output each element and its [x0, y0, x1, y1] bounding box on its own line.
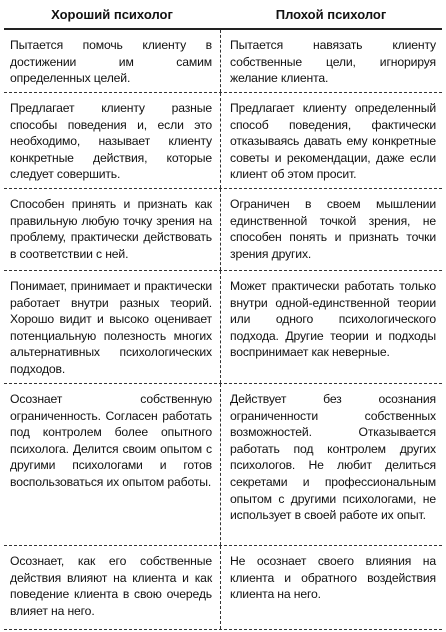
- table-row: [4, 189, 442, 271]
- good-cell: Осознает, как его собственные действия влияют на клиента и как поведение клиента в свою очередь влияет на него.: [10, 554, 212, 618]
- good-cell: Способен принять и признать как правильную любую точку зрения на проблему, практически действовать в соответствии с ней.: [10, 197, 212, 261]
- bad-cell: Не осознает своего влияния на клиента и обратного воздействия клиента на него.: [220, 546, 442, 629]
- table-row: [4, 271, 442, 384]
- bad-cell: Предлагает клиенту определенный способ поведения, фактически отказываясь давать ему конкретные советы и рекомендации, даже если клиент об этом просит.: [220, 93, 442, 188]
- table-row: [4, 30, 442, 93]
- table-row: [4, 93, 442, 189]
- good-psychologist-header: Хороший психолог: [51, 7, 173, 22]
- bad-cell: Может практически работать только внутри одной-единственной теории или одного психологического подхода. Другие теории и подходы воспринимает как неверные.: [220, 271, 442, 383]
- good-cell: Понимает, принимает и практически работает внутри разных теорий. Хорошо видит и высоко оценивает потенциальную полезность многих альтернативных психологических подходов.: [10, 279, 212, 376]
- bad-psychologist-header: Плохой психолог: [275, 7, 387, 22]
- bad-cell: Действует без осознания ограниченности собственных возможностей. Отказывается работать под контролем других психологов. Не любит делиться секретами и профессиональным опытом с другими психологами, не использует в своей работе их опыт.: [220, 384, 442, 545]
- good-cell: Пытается помочь клиенту в достижении им самим определенных целей.: [10, 38, 212, 86]
- table-row: [4, 384, 442, 546]
- bad-cell: Ограничен в своем мышлении единственной точкой зрения, не способен понять и признать точки зрения других.: [220, 189, 442, 270]
- table-header: [4, 2, 442, 30]
- table-row: [4, 546, 442, 630]
- comparison-table: [4, 30, 442, 630]
- good-cell: Осознает собственную ограниченность. Согласен работать под контролем более опытного психолога. Делится своим опытом с другими психологами и готов воспользоваться их опытом работы.: [10, 392, 212, 489]
- good-cell: Предлагает клиенту разные способы поведения и, если это необходимо, называет клиенту конкретные действия, которые следует совершить.: [10, 101, 212, 182]
- bad-cell: Пытается навязать клиенту собственные цели, игнорируя желание клиента.: [220, 30, 442, 92]
